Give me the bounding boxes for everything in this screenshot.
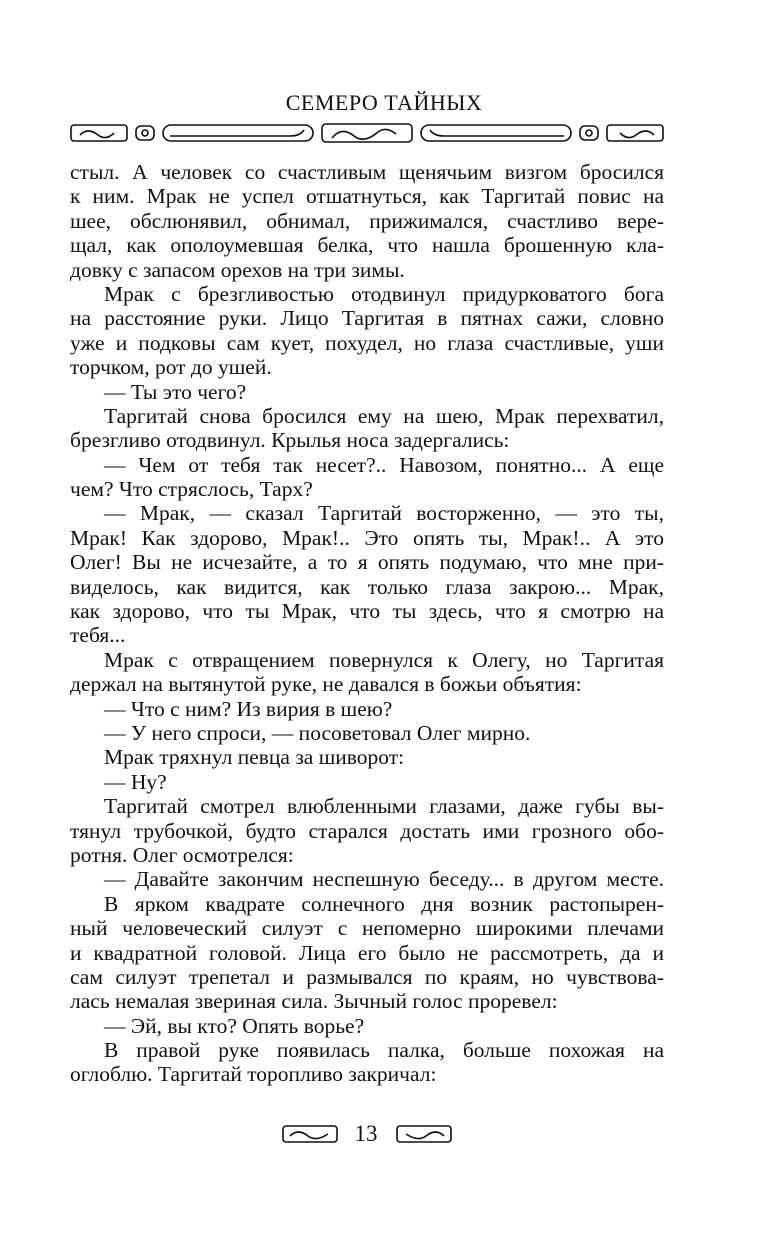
text-line: брезгливо отодвинул. Крылья носа задергались:: [70, 428, 510, 453]
text-line: лась немалая звериная сила. Зычный голос проревел:: [70, 989, 558, 1014]
text-line: торчком, рот до ушей.: [70, 355, 272, 380]
text-line: — Эй, вы кто? Опять ворье?: [104, 1013, 365, 1038]
text-line: тебя...: [70, 623, 126, 648]
text-line: — Что с ним? Из вирия в шею?: [104, 696, 393, 721]
text-line: — Мрак, — сказал Таргитай восторженно, — это ты,: [104, 501, 664, 526]
text-line: стыл. А человек со счастливым щенячьим визгом бросился: [70, 160, 664, 184]
text-line: Мрак тряхнул певца за шиворот:: [104, 745, 405, 770]
folio-left-ornament-icon: [282, 1124, 338, 1144]
text-line: Мрак с отвращением повернулся к Олегу, но Таргитая: [104, 647, 664, 672]
text-line: ный человеческий силуэт с непомерно широкими плечами: [70, 916, 664, 941]
body-text: [70, 160, 664, 1087]
header-ornament-icon: [70, 120, 664, 146]
text-line: — Чем от тебя так несет?.. Навозом, понятно... А еще: [104, 452, 664, 477]
text-line: ротня. Олег осмотрелся:: [70, 842, 294, 867]
text-line: оглоблю. Таргитай торопливо закричал:: [70, 1062, 437, 1087]
text-line: шее, обслюнявил, обнимал, прижимался, счастливо вере-: [70, 208, 664, 233]
text-line: Таргитай смотрел влюбленными глазами, даже губы вы-: [104, 794, 664, 819]
page-number: 13: [354, 1121, 378, 1146]
text-line: В ярком квадрате солнечного дня возник растопырен-: [104, 891, 664, 916]
text-line: довку с запасом орехов на три зимы.: [70, 257, 405, 282]
text-line: — Давайте закончим неспешную беседу... в другом месте.: [104, 867, 664, 892]
page-folio: [0, 1120, 768, 1148]
text-line: Мрак! Как здорово, Мрак!.. Это опять ты, Мрак!.. А это: [70, 525, 664, 550]
text-line: и квадратной головой. Лица его было не рассмотреть, да и: [70, 940, 664, 965]
text-line: к ним. Мрак не успел отшатнуться, как Таргитай повис на: [70, 184, 664, 209]
text-line: Таргитай снова бросился ему на шею, Мрак перехватил,: [104, 403, 664, 428]
running-head: СЕМЕРО ТАЙНЫХ: [285, 90, 483, 115]
text-line: сам силуэт трепетал и размывался по краям, но чувствова-: [70, 964, 664, 989]
text-line: как здорово, что ты Мрак, что ты здесь, что я смотрю на: [70, 599, 664, 624]
text-line: уже и подковы сам кует, похудел, но глаза счастливые, уши: [70, 330, 664, 355]
folio-right-ornament-icon: [396, 1124, 452, 1144]
text-line: Мрак с брезгливостью отодвинул придурковатого бога: [104, 281, 664, 306]
text-line: Олег! Вы не исчезайте, а то я опять подумаю, что мне при-: [70, 550, 664, 575]
text-line: на расстояние руки. Лицо Таргитая в пятнах сажи, словно: [70, 306, 664, 331]
text-line: виделось, как видится, как только глаза закрою... Мрак,: [70, 574, 664, 599]
text-line: В правой руке появилась палка, больше похожая на: [104, 1038, 664, 1063]
text-line: держал на вытянутой руке, не давался в божьи объятия:: [70, 672, 582, 697]
text-line: — У него спроси, — посоветовал Олег мирно.: [104, 720, 531, 745]
text-line: тянул трубочкой, будто старался достать ими грозного обо-: [70, 818, 664, 843]
text-line: — Ты это чего?: [104, 379, 247, 404]
text-line: чем? Что стряслось, Тарх?: [70, 477, 313, 502]
text-line: — Ну?: [104, 769, 167, 794]
text-line: щал, как ополоумевшая белка, что нашла брошенную кла-: [70, 233, 664, 258]
